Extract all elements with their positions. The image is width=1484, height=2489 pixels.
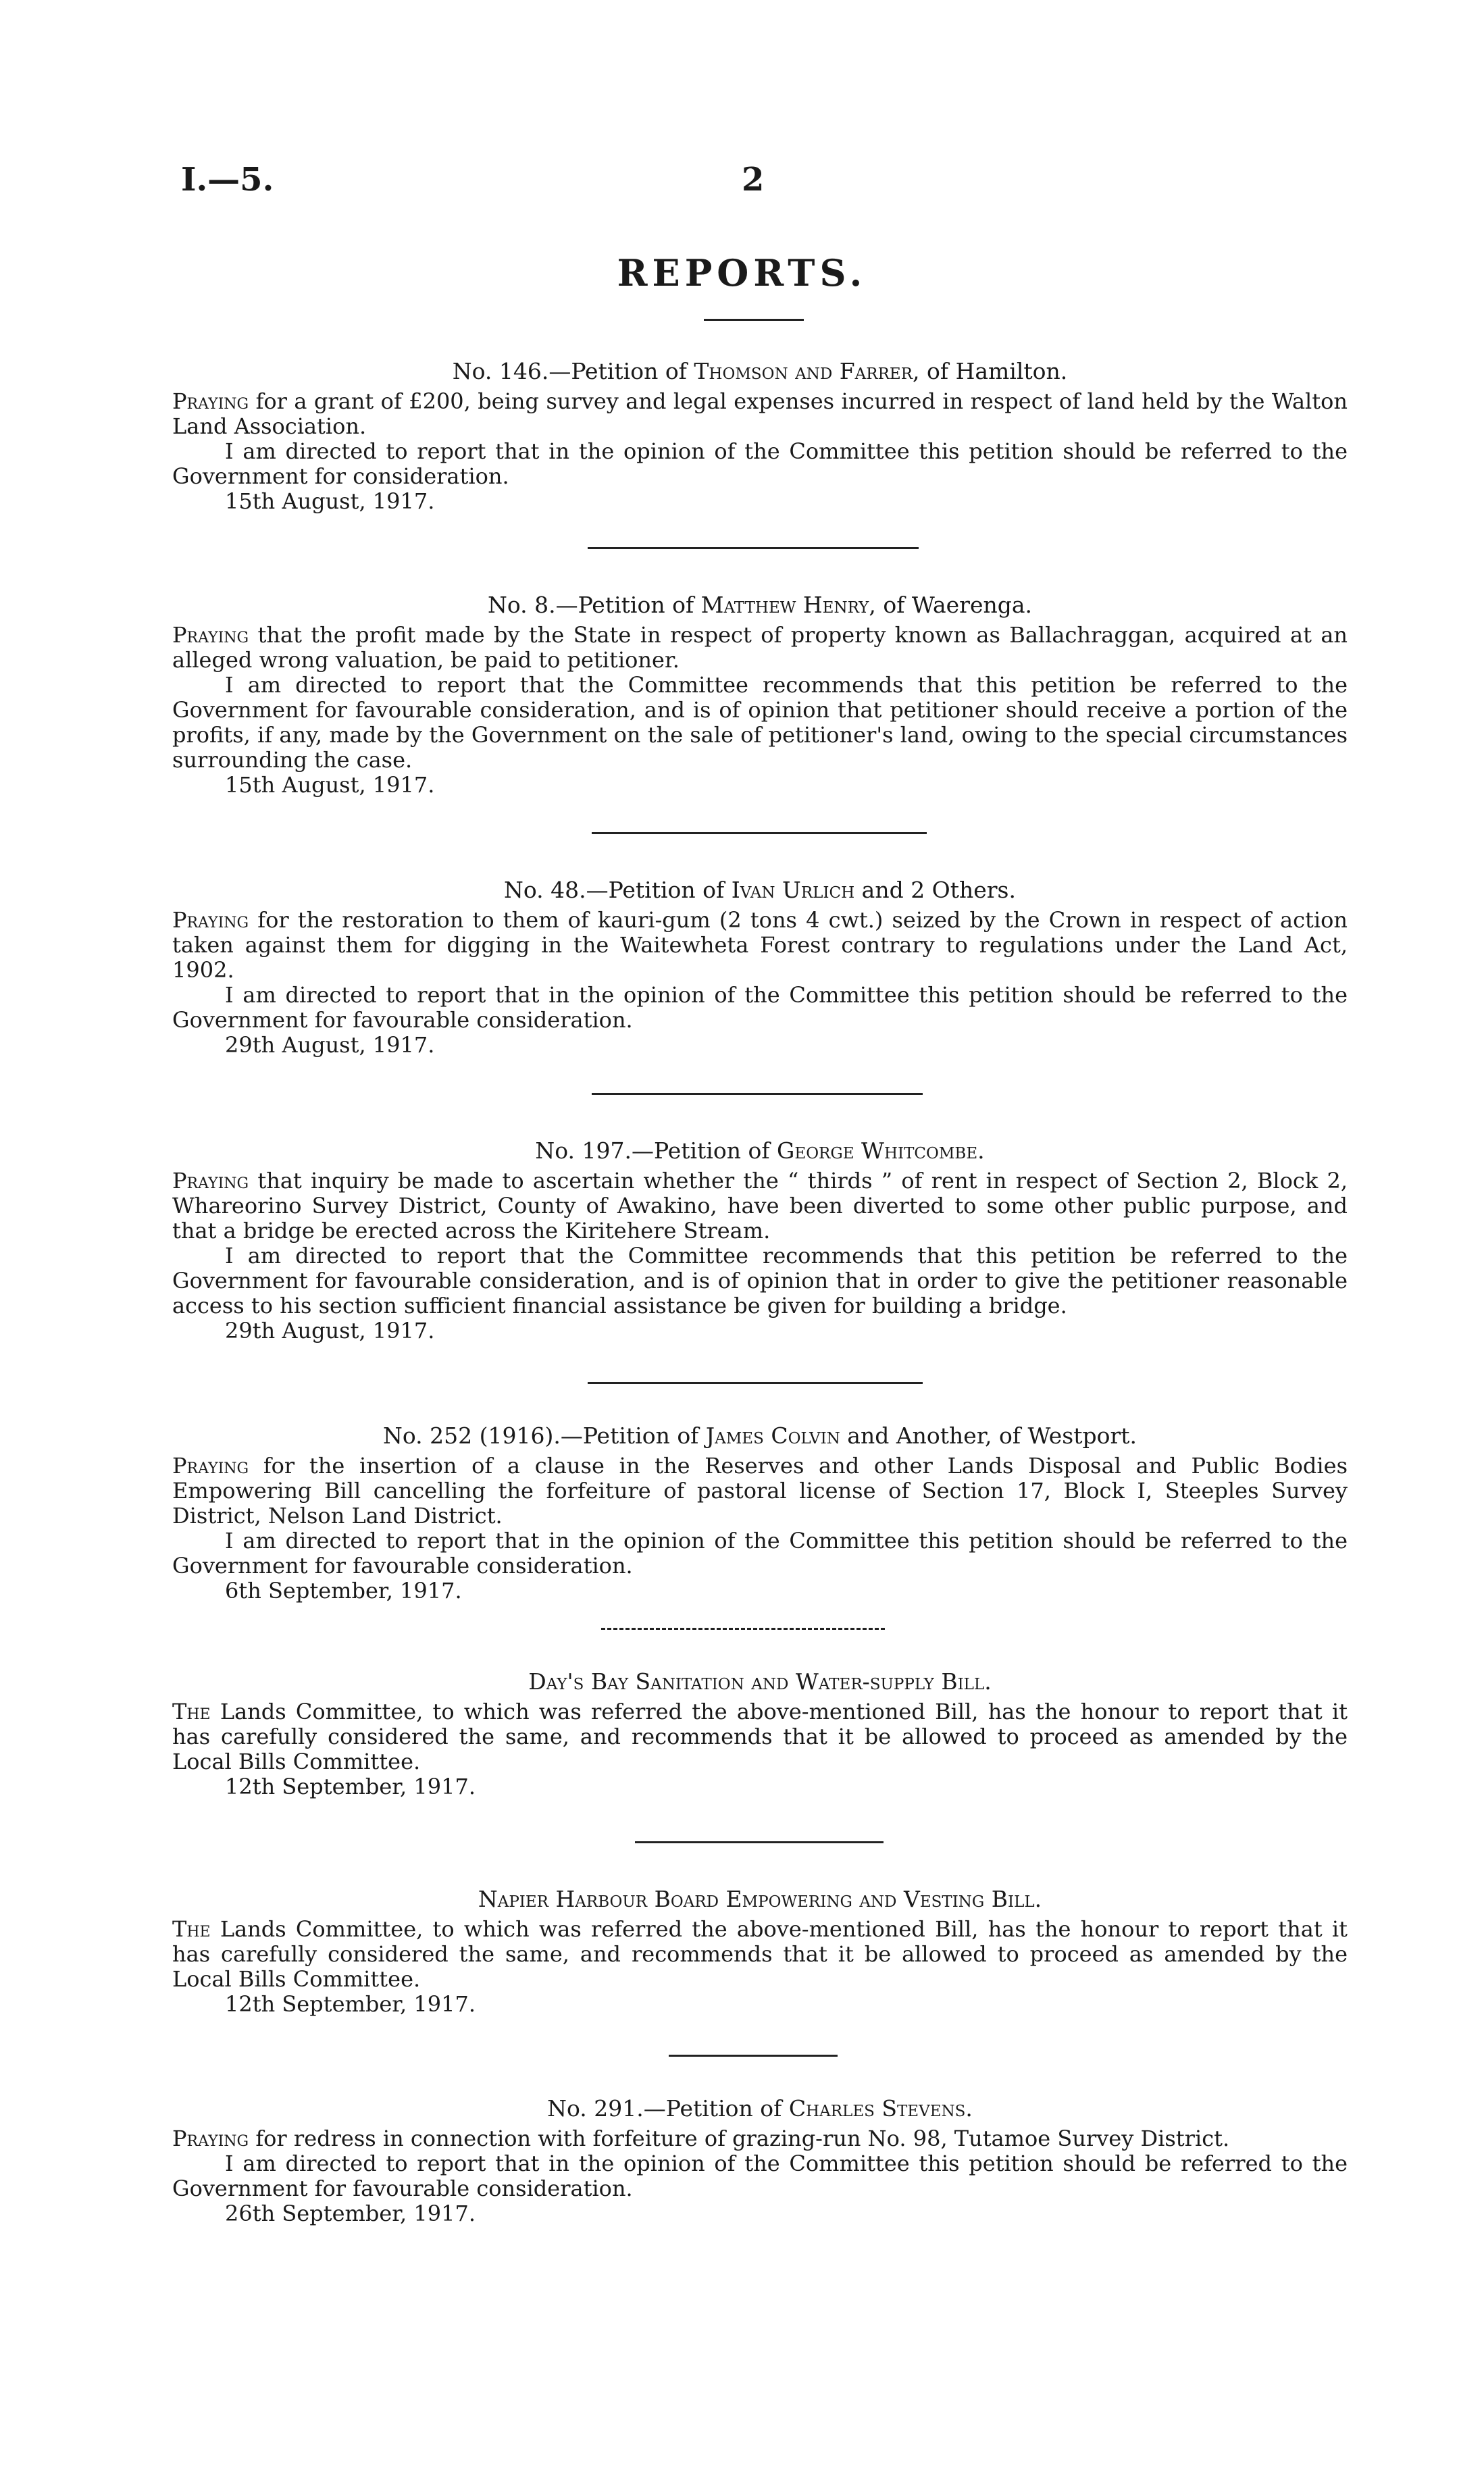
petition-section: [172, 877, 1348, 1058]
report-date: 26th September, 1917.: [225, 2201, 476, 2226]
report-paragraph: I am directed to report that in the opinion of the Committee this petition should be referred to the Government for favourable consideration.: [172, 982, 1348, 1033]
praying-paragraph: [172, 623, 1348, 673]
lead-word: Praying: [172, 2126, 249, 2151]
report-date: 15th August, 1917.: [225, 772, 435, 798]
heading-prefix: No. 48.—Petition of: [504, 877, 732, 903]
heading-prefix: No. 197.—Petition of: [535, 1137, 777, 1164]
divider: [592, 832, 927, 834]
heading-prefix: No. 291.—Petition of: [547, 2095, 789, 2122]
praying-text: that the profit made by the State in respect of property known as Ballachraggan, acquired at an alleged wrong valuation, be paid to petitioner.: [172, 622, 1348, 673]
report-date: 12th September, 1917.: [225, 1774, 476, 1799]
heading-prefix: No. 252 (1916).—Petition of: [382, 1422, 706, 1449]
petitioner-name: Thomson and Farrer: [694, 358, 913, 384]
lead-word: Praying: [172, 1453, 249, 1479]
bill-section: [172, 1668, 1348, 1799]
praying-paragraph: [172, 389, 1348, 439]
report-date: 6th September, 1917.: [225, 1578, 462, 1603]
lead-word: Praying: [172, 1168, 249, 1194]
report-text: Lands Committee, to which was referred the above-mentioned Bill, has the honour to report that it has carefully considered the same, and recommends that it be allowed to proceed as amended by the Local Bills Committee.: [172, 1699, 1348, 1774]
divider: [601, 1628, 885, 1630]
report-paragraph: I am directed to report that in the opinion of the Committee this petition should be referred to the Government for favourable consideration.: [172, 2151, 1348, 2201]
section-heading: [172, 1137, 1348, 1164]
report-date: 15th August, 1917.: [225, 488, 435, 514]
heading-suffix: and Another, of Westport.: [840, 1422, 1137, 1449]
report-paragraph: [172, 1917, 1348, 1992]
report-text: Lands Committee, to which was referred the above-mentioned Bill, has the honour to report that it has carefully considered the same, and recommends that it be allowed to proceed as amended by the Local Bills Committee.: [172, 1916, 1348, 1992]
praying-text: for redress in connection with forfeiture of grazing-run No. 98, Tutamoe Survey District.: [249, 2126, 1230, 2151]
petitioner-name: James Colvin: [705, 1422, 840, 1449]
heading-suffix: , of Hamilton.: [913, 358, 1068, 384]
report-paragraph: I am directed to report that the Committee recommends that this petition be referred to the Government for favourable consideration, and is of opinion that petitioner should receive a portion of the profits, if any, made by the Government on the sale of petitioner's land, owing to the special circumstances surrounding the case.: [172, 672, 1348, 773]
section-heading: [172, 1668, 1348, 1695]
divider: [669, 2055, 838, 2057]
lead-word: The: [172, 1699, 211, 1724]
section-heading: [172, 2095, 1348, 2122]
praying-text: for the insertion of a clause in the Reserves and other Lands Disposal and Public Bodies Empowering Bill cancelling the forfeiture of pastoral license of Section 17, Block I, Steeples Survey District, Nelson Land District.: [172, 1453, 1348, 1529]
page-number: 2: [742, 161, 765, 199]
report-paragraph: I am directed to report that in the opinion of the Committee this petition should be referred to the Government for favourable consideration.: [172, 1528, 1348, 1579]
heading-suffix: , of Waerenga.: [869, 592, 1033, 618]
lead-word: Praying: [172, 622, 249, 648]
report-paragraph: [172, 1699, 1348, 1774]
petitioner-name: Matthew Henry: [700, 592, 869, 618]
heading-prefix: No. 146.—Petition of: [452, 358, 694, 384]
heading-suffix: .: [965, 2095, 973, 2122]
section-heading: [172, 592, 1348, 619]
praying-paragraph: [172, 2126, 1348, 2151]
section-heading: [172, 1422, 1348, 1449]
section-heading: [172, 358, 1348, 385]
lead-word: Praying: [172, 907, 249, 933]
lead-word: The: [172, 1916, 211, 1942]
praying-text: for the restoration to them of kauri-gum (2 tons 4 cwt.) seized by the Crown in respect of action taken against them for digging in the Waitewheta Forest contrary to regulations under the Land Act, 1902.: [172, 907, 1348, 983]
report-date: 29th August, 1917.: [225, 1032, 435, 1058]
report-paragraph: I am directed to report that in the opinion of the Committee this petition should be referred to the Government for consideration.: [172, 438, 1348, 489]
petitioner-name: Charles Stevens: [788, 2095, 966, 2122]
petition-section: [172, 2095, 1348, 2226]
praying-text: that inquiry be made to ascertain whether the “ thirds ” of rent in respect of Section 2, Block 2, Whareorino Survey District, County of Awakino, have been diverted to some other public purpose, and that a bridge be erected across the Kiritehere Stream.: [172, 1168, 1348, 1243]
divider: [592, 1093, 923, 1095]
report-paragraph: I am directed to report that the Committee recommends that this petition be referred to the Government for favourable consideration, and is of opinion that in order to give the petitioner reasonable access to his section sufficient financial assistance be given for building a bridge.: [172, 1243, 1348, 1318]
divider: [704, 319, 804, 321]
heading-prefix: No. 8.—Petition of: [487, 592, 701, 618]
petition-section: [172, 592, 1348, 798]
divider: [635, 1841, 884, 1843]
bill-name: Napier Harbour Board Empowering and Vesting Bill.: [478, 1886, 1042, 1912]
praying-paragraph: [172, 1454, 1348, 1529]
praying-text: for a grant of £200, being survey and legal expenses incurred in respect of land held by the Walton Land Association.: [172, 388, 1348, 439]
praying-paragraph: [172, 1169, 1348, 1243]
page-title: REPORTS.: [617, 251, 867, 294]
report-date: 12th September, 1917.: [225, 1991, 476, 2017]
bill-section: [172, 1886, 1348, 2017]
section-heading: [172, 877, 1348, 904]
lead-word: Praying: [172, 388, 249, 414]
divider: [588, 547, 919, 549]
report-date: 29th August, 1917.: [225, 1318, 435, 1343]
document-id: I.—5.: [181, 161, 274, 199]
petition-section: [172, 1137, 1348, 1343]
section-heading: [172, 1886, 1348, 1913]
petition-section: [172, 358, 1348, 514]
praying-paragraph: [172, 908, 1348, 983]
heading-suffix: .: [977, 1137, 985, 1164]
petition-section: [172, 1422, 1348, 1603]
heading-suffix: and 2 Others.: [854, 877, 1016, 903]
divider: [588, 1382, 923, 1384]
bill-name: Day's Bay Sanitation and Water-supply Bill.: [528, 1668, 992, 1695]
petitioner-name: George Whitcombe: [777, 1137, 978, 1164]
petitioner-name: Ivan Urlich: [731, 877, 855, 903]
